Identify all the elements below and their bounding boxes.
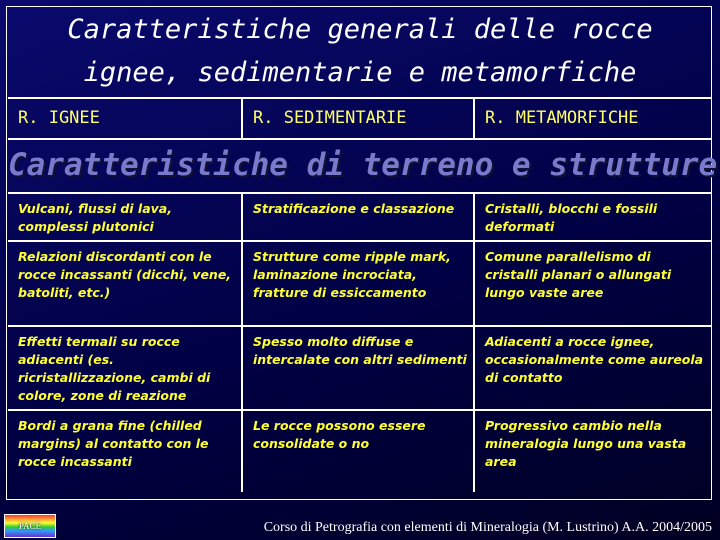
table-cell: Relazioni discordanti con le rocce incassanti (dicchi, vene, batoliti, etc.) [18,249,232,300]
table-cell: Bordi a grana fine (chilled margins) al contatto con le rocce incassanti [18,418,209,469]
row-rule-1 [8,240,712,242]
table-cell: Spesso molto diffuse e intercalate con altri sedimenti [253,334,467,367]
table-cell: Comune parallelismo di cristalli planari o allungati lungo vaste aree [485,249,672,300]
table-top-rule [8,192,712,194]
footer-credit: Corso di Petrografia con elementi di Mineralogia (M. Lustrino) A.A. 2004/2005 [263,520,712,535]
column-header-ignee: R. IGNEE [18,108,100,128]
section-title: Caratteristiche di terreno e strutture [8,147,718,183]
table-cell: Effetti termali su rocce adiacenti (es. ricristallizzazione, cambi di colore, zone di reazione [18,334,211,403]
pace-logo [4,514,56,538]
table-cell: Strutture come ripple mark, laminazione incrociata, fratture di essiccamento [253,249,451,300]
table-cell: Progressivo cambio nella mineralogia lungo una vasta area [485,418,687,469]
title-line-2: ignee, sedimentarie e metamorfiche [83,57,637,88]
title-line-1: Caratteristiche generali delle rocce [67,14,653,45]
table-cell: Cristalli, blocchi e fossili deformati [485,201,658,234]
table-cell: Le rocce possono essere consolidate o no [253,418,426,451]
column-header-metamorfiche: R. METAMORFICHE [485,108,639,128]
logo-text: PACE [18,521,42,531]
row-rule-3 [8,409,712,411]
column-header-sedimentarie: R. SEDIMENTARIE [253,108,407,128]
table-cell: Vulcani, flussi di lava, complessi plutonici [18,201,172,234]
row-rule-2 [8,325,712,327]
table-cell: Stratificazione e classazione [253,201,455,216]
slide-title [8,8,712,98]
table-cell: Adiacenti a rocce ignee, occasionalmente come aureola di contatto [485,334,704,385]
